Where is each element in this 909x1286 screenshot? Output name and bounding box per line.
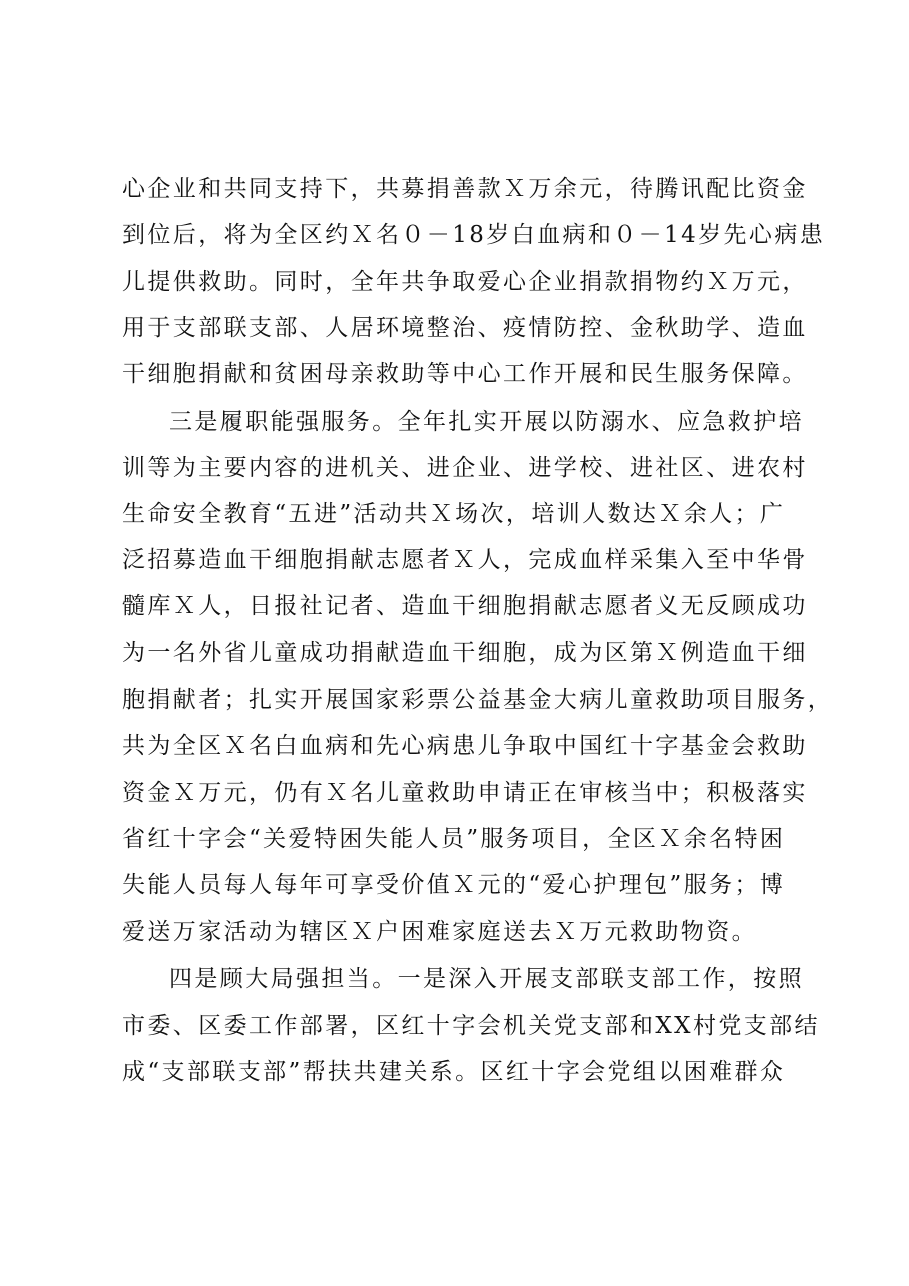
text-line: 成“支部联支部”帮扶共建关系。区红十字会党组以困难群众 bbox=[122, 1059, 786, 1085]
text-line: 市委、区委工作部署，区红十字会机关党支部和XX村党支部结 bbox=[122, 1013, 820, 1039]
text-line: 到位后，将为全区约Ｘ名０－18岁白血病和０－14岁先心病患 bbox=[122, 222, 826, 248]
text-line: 省红十字会“关爱特困失能人员”服务项目，全区Ｘ余名特困 bbox=[122, 826, 786, 852]
text-line: 资金Ｘ万元，仍有Ｘ名儿童救助申请正在审核当中；积极落实 bbox=[122, 780, 808, 806]
text-line: 儿提供救助。同时，全年共争取爱心企业捐款捐物约Ｘ万元， bbox=[122, 269, 808, 295]
text-line: 髓库Ｘ人，日报社记者、造血干细胞捐献志愿者义无反顾成功 bbox=[122, 593, 808, 619]
text-line: 干细胞捐献和贫困母亲救助等中心工作开展和民生服务保障。 bbox=[122, 361, 808, 387]
text-line: 为一名外省儿童成功捐献造血干细胞，成为区第Ｘ例造血干细 bbox=[122, 640, 808, 666]
text-line: 心企业和共同支持下，共募捐善款Ｘ万余元，待腾讯配比资金 bbox=[122, 176, 808, 202]
text-line: 泛招募造血干细胞捐献志愿者Ｘ人，完成血样采集入至中华骨 bbox=[122, 547, 808, 573]
text-line: 胞捐献者；扎实开展国家彩票公益基金大病儿童救助项目服务， bbox=[122, 687, 834, 713]
text-line: 爱送万家活动为辖区Ｘ户困难家庭送去Ｘ万元救助物资。 bbox=[122, 919, 757, 945]
paragraph-first-line: 四是顾大局强担当。一是深入开展支部联支部工作，按照 bbox=[169, 966, 804, 992]
paragraph-first-line: 三是履职能强服务。全年扎实开展以防溺水、应急救护培 bbox=[169, 409, 804, 435]
text-line: 用于支部联支部、人居环境整治、疫情防控、金秋助学、造血 bbox=[122, 315, 808, 341]
text-line: 训等为主要内容的进机关、进企业、进学校、进社区、进农村 bbox=[122, 455, 808, 481]
text-line: 生命安全教育“五进”活动共Ｘ场次，培训人数达Ｘ余人；广 bbox=[122, 501, 786, 527]
text-line: 失能人员每人每年可享受价值Ｘ元的“爱心护理包”服务；博 bbox=[122, 872, 786, 898]
text-line: 共为全区Ｘ名白血病和先心病患儿争取中国红十字基金会救助 bbox=[122, 733, 808, 759]
